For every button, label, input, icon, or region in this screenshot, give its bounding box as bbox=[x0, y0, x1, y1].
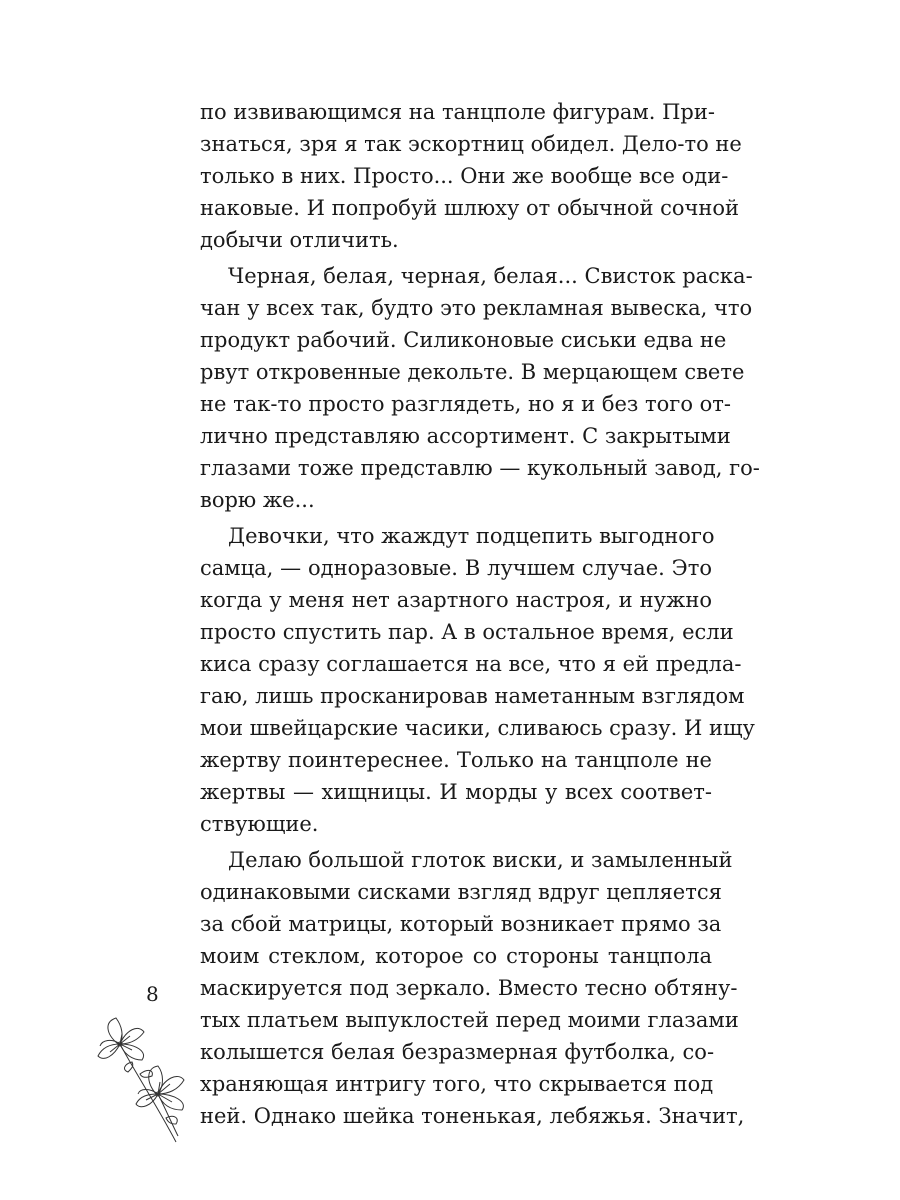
text-line: только в них. Просто... Они же вообще все оди- bbox=[200, 164, 729, 188]
text-line: мои швейцарские часики, сливаюсь сразу. И ищу bbox=[200, 716, 755, 740]
paragraph-3 bbox=[200, 520, 755, 840]
paragraph-1 bbox=[200, 96, 742, 256]
text-line: добычи отличить. bbox=[200, 228, 399, 252]
page-number: 8 bbox=[146, 982, 159, 1006]
text-line: одинаковыми сисками взгляд вдруг цепляется bbox=[200, 880, 722, 904]
text-line: наковые. И попробуй шлюху от обычной сочной bbox=[200, 196, 740, 220]
text-line: колышется белая безразмерная футболка, со- bbox=[200, 1040, 715, 1064]
text-line: гаю, лишь просканировав наметанным взглядом bbox=[200, 684, 745, 708]
text-line: когда у меня нет азартного настроя, и нужно bbox=[200, 588, 712, 612]
text-line: жертвы — хищницы. И морды у всех соответ- bbox=[200, 780, 712, 804]
text-line: храняющая интригу того, что скрывается под bbox=[200, 1072, 714, 1096]
text-line: по извивающимся на танцполе фигурам. При- bbox=[200, 100, 715, 124]
text-line: знаться, зря я так эскортниц обидел. Дело-то не bbox=[200, 132, 742, 156]
text-line: глазами тоже представлю — кукольный завод, го- bbox=[200, 456, 760, 480]
text-line: продукт рабочий. Силиконовые сиськи едва не bbox=[200, 328, 727, 352]
text-line: жертву поинтереснее. Только на танцполе не bbox=[200, 748, 712, 772]
body-text bbox=[200, 96, 760, 1136]
paragraph-2 bbox=[200, 260, 760, 516]
text-line: Делаю большой глоток виски, и замыленный bbox=[228, 848, 733, 872]
text-line: чан у всех так, будто это рекламная вывеска, что bbox=[200, 296, 753, 320]
text-line: Черная, белая, черная, белая... Свисток раска- bbox=[228, 264, 753, 288]
text-line: ствующие. bbox=[200, 812, 319, 836]
text-line: киса сразу соглашается на все, что я ей предла- bbox=[200, 652, 742, 676]
text-line: тых платьем выпуклостей перед моими глазами bbox=[200, 1008, 739, 1032]
text-line: Девочки, что жаждут подцепить выгодного bbox=[228, 524, 715, 548]
text-line: ворю же... bbox=[200, 488, 315, 512]
text-line: ней. Однако шейка тоненькая, лебяжья. Значит, bbox=[200, 1104, 745, 1128]
text-line: самца, — одноразовые. В лучшем случае. Это bbox=[200, 556, 712, 580]
text-line: лично представляю ассортимент. С закрытыми bbox=[200, 424, 731, 448]
text-line: маскируется под зеркало. Вместо тесно обтяну- bbox=[200, 976, 738, 1000]
paragraph-4 bbox=[200, 844, 745, 1132]
text-line: моим стеклом, которое со стороны танцпола bbox=[200, 944, 712, 968]
text-line: за сбой матрицы, который возникает прямо за bbox=[200, 912, 722, 936]
text-line: рвут откровенные декольте. В мерцающем свете bbox=[200, 360, 745, 384]
text-line: не так-то просто разглядеть, но я и без того от- bbox=[200, 392, 731, 416]
flower-ornament-icon bbox=[96, 1014, 206, 1144]
text-line: просто спустить пар. А в остальное время, если bbox=[200, 620, 734, 644]
